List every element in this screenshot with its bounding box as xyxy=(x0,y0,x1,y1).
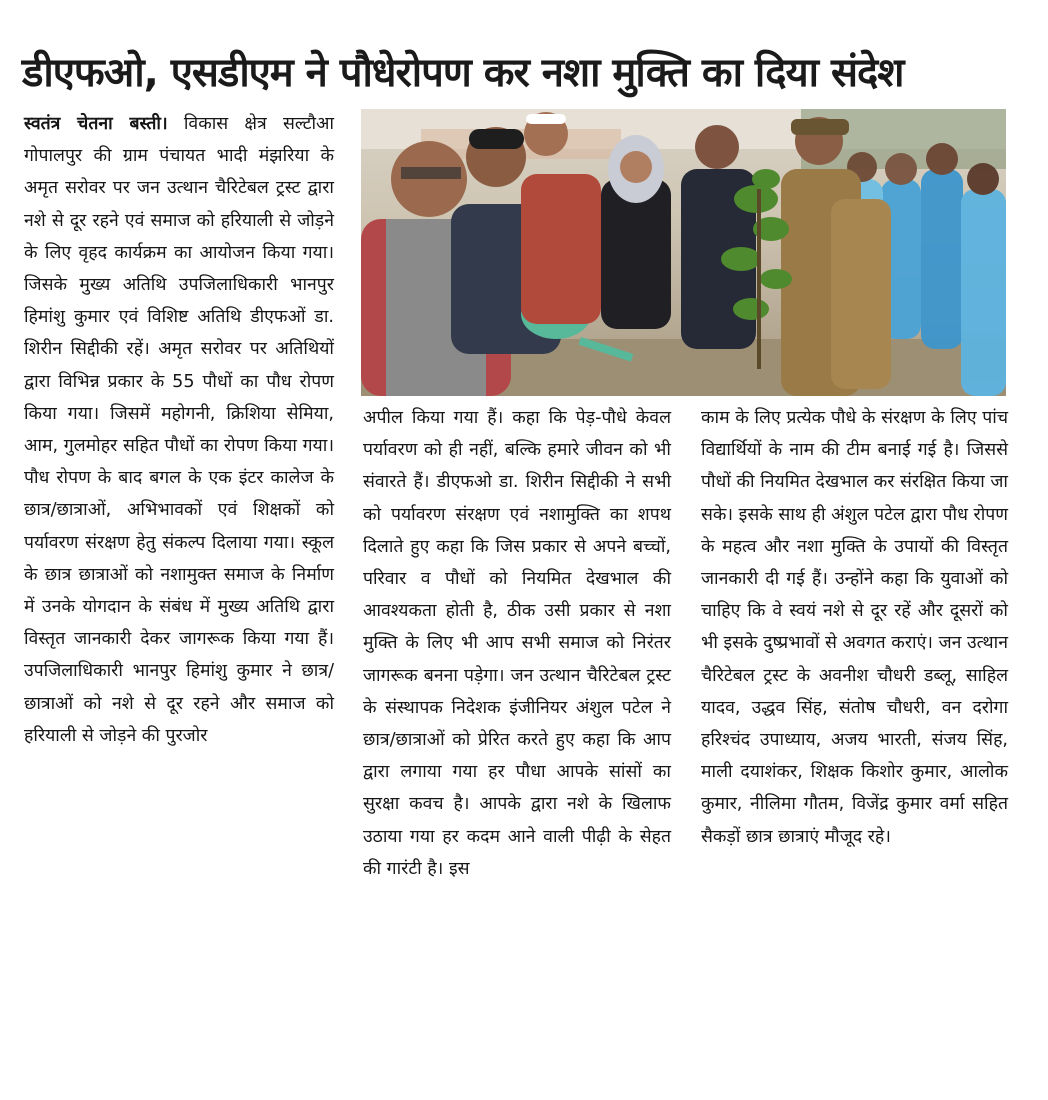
column-1-text: विकास क्षेत्र सल्टौआ गोपालपुर की ग्राम पंचायत भादी मंझरिया के अमृत सरोवर पर जन उत्थान चैरिटेबल ट्रस्ट द्वारा नशे से दूर रहने एवं समाज को हरियाली से जोड़ने के लिए वृहद कार्यक्रम का आयोजन किया गया। जिसके मुख्य अतिथि उपजिलाधिकारी भानपुर हिमांशु कुमार एवं विशिष्ट अतिथि डीएफओं डा. शिरीन सिद्दीकी रहें। अमृत सरोवर पर अतिथियों द्वारा विभिन्न प्रकार के 55 पौधों का पौध रोपण किया गया। जिसमें महोगनी, क्रिशिया सेमिया, आम, गुलमोहर सहित पौधों का रोपण किया गया। पौध रोपण के बाद बगल के एक इंटर कालेज के छात्र/छात्राओं, अभिभावकों एवं शिक्षकों को पर्यावरण संरक्षण हेतु संकल्प दिलाया गया। स्कूल के छात्र छात्राओं को नशामुक्त समाज के निर्माण में उनके योगदान के संबंध में मुख्य अतिथि द्वारा विस्तृत जानकारी देकर जागरूक किया गया हैं। उपजिलाधिकारी भानपुर हिमांशु कुमार ने छात्र/छात्राओं को नशे से दूर रहने और समाज को हरियाली से जोड़ने की पुरजोर xyxy=(24,114,334,746)
tree-planting-photo xyxy=(361,109,1006,396)
article-column-1 xyxy=(24,108,334,752)
dateline: स्वतंत्र चेतना बस्ती। xyxy=(24,114,168,134)
cropped-page-header xyxy=(0,0,1048,12)
article-column-2: अपील किया गया हैं। कहा कि पेड़-पौधे केवल पर्यावरण को ही नहीं, बल्कि हमारे जीवन को भी संवारते हैं। डीएफओ डा. शिरीन सिद्दीकी ने सभी को पर्यावरण संरक्षण एवं नशामुक्ति का शपथ दिलाते हुए कहा कि जिस प्रकार से अपने बच्चों, परिवार व पौधों को नियमित देखभाल की आवश्यकता होती है, ठीक उसी प्रकार से नशा मुक्ति के लिए भी आप सभी समाज को निरंतर जागरूक बनना पड़ेगा। जन उत्थान चैरिटेबल ट्रस्ट के संस्थापक निदेशक इंजीनियर अंशुल पटेल ने छात्र/छात्राओं को प्रेरित करते हुए कहा कि आप द्वारा लगाया गया हर पौधा आपके सांसों का सुरक्षा कवच है। आपके द्वारा नशे के खिलाफ उठाया गया हर कदम आने वाली पीढ़ी के सेहत की गारंटी है। इस xyxy=(363,408,671,879)
article-photo xyxy=(361,109,1006,396)
adjacent-article-edge xyxy=(1034,0,1048,1100)
headline: डीएफओ, एसडीएम ने पौधेरोपण कर नशा मुक्ति का दिया संदेश xyxy=(22,50,904,96)
article-column-3: काम के लिए प्रत्येक पौधे के संरक्षण के लिए पांच विद्यार्थियों के नाम की टीम बनाई गई है। जिससे पौधों की नियमित देखभाल कर संरक्षित किया जा सके। इसके साथ ही अंशुल पटेल द्वारा पौध रोपण के महत्व और नशा मुक्ति के उपायों की विस्तृत जानकारी दी गई हैं। उन्होंने कहा कि युवाओं को चाहिए कि वे स्वयं नशे से दूर रहें और दूसरों को भी इसके दुष्प्रभावों से अवगत कराएं। जन उत्थान चैरिटेबल ट्रस्ट के अवनीश चौधरी डब्लू, साहिल यादव, उद्धव सिंह, संतोष चौधरी, वन दरोगा हरिश्चंद उपाध्याय, अजय भारती, संजय सिंह, माली दयाशंकर, शिक्षक किशोर कुमार, आलोक कुमार, नीलिमा गौतम, विजेंद्र कुमार वर्मा सहित सैकड़ों छात्र छात्राएं मौजूद रहे। xyxy=(701,408,1008,847)
